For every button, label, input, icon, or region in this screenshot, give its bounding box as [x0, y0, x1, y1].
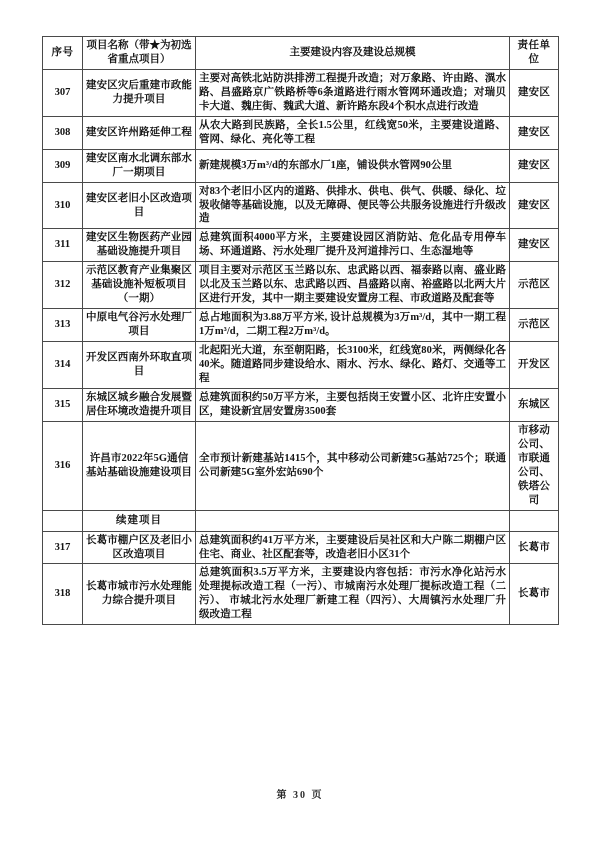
cell-project-name: 长葛市棚户区及老旧小区改造项目 [83, 531, 196, 564]
section-detail-cell [196, 510, 510, 531]
table-row [43, 262, 559, 309]
project-table-container [42, 36, 558, 625]
cell-detail: 主要对高铁北站防洪排涝工程提升改造；对万象路、许由路、潩水路、昌盛路京广铁路桥等6条道路进行雨水管网环通改造；对瑞贝卡大道、魏庄街、魏武大道、新许路东段4个积水点进行改造 [196, 69, 510, 116]
cell-responsible-unit: 市移动公司、市联通公司、铁塔公司 [510, 421, 559, 510]
cell-responsible-unit: 建安区 [510, 182, 559, 229]
cell-detail: 项目主要对示范区玉兰路以东、忠武路以西、福泰路以南、盛业路以北及玉兰路以东、忠武路以西、昌盛路以南、裕盛路以北两大片区进行开发，其中一期主要建设安置房工程、市政道路及配套等 [196, 262, 510, 309]
table-header-row [43, 37, 559, 70]
table-row [43, 421, 559, 510]
cell-detail: 全市预计新建基站1415个，其中移动公司新建5G基站725个；联通公司新建5G室外宏站690个 [196, 421, 510, 510]
cell-detail: 新建规模3万m³/d的东部水厂1座，铺设供水管网90公里 [196, 149, 510, 182]
cell-responsible-unit: 东城区 [510, 388, 559, 421]
cell-detail: 北起阳光大道，东至朝阳路，长3100米，红线宽80米，两侧绿化各40米。随道路同步建设给水、雨水、污水、绿化、路灯、交通等工程 [196, 342, 510, 389]
cell-responsible-unit: 建安区 [510, 229, 559, 262]
cell-responsible-unit: 长葛市 [510, 531, 559, 564]
table-header [43, 37, 559, 70]
cell-project-name: 建安区生物医药产业园基础设施提升项目 [83, 229, 196, 262]
cell-detail: 总建筑面积约50万平方米，主要包括岗王安置小区、北许庄安置小区，建设新宜居安置房3500套 [196, 388, 510, 421]
cell-detail: 总占地面积为3.88万平方米, 设计总规模为3万m³/d，其中一期工程1万m³/d，二期工程2万m³/d。 [196, 309, 510, 342]
column-header-detail: 主要建设内容及建设总规模 [196, 37, 510, 70]
cell-responsible-unit: 建安区 [510, 149, 559, 182]
cell-project-name: 长葛市城市污水处理能力综合提升项目 [83, 564, 196, 625]
cell-seq: 309 [43, 149, 83, 182]
section-label: 续建项目 [83, 510, 196, 531]
section-unit-cell [510, 510, 559, 531]
cell-project-name: 示范区教育产业集聚区基础设施补短板项目（一期） [83, 262, 196, 309]
table-row [43, 69, 559, 116]
table-row [43, 388, 559, 421]
cell-project-name: 建安区老旧小区改造项目 [83, 182, 196, 229]
table-row [43, 342, 559, 389]
table-row [43, 564, 559, 625]
cell-responsible-unit: 示范区 [510, 309, 559, 342]
project-table [42, 36, 559, 625]
table-body [43, 69, 559, 624]
cell-seq: 308 [43, 116, 83, 149]
cell-responsible-unit: 建安区 [510, 116, 559, 149]
cell-detail: 总建筑面积约41万平方米，主要建设后吴社区和大户陈二期棚户区住宅、商业、社区配套等，改造老旧小区31个 [196, 531, 510, 564]
table-row [43, 229, 559, 262]
cell-project-name: 中原电气谷污水处理厂项目 [83, 309, 196, 342]
cell-seq: 307 [43, 69, 83, 116]
cell-seq: 311 [43, 229, 83, 262]
cell-responsible-unit: 示范区 [510, 262, 559, 309]
cell-seq: 315 [43, 388, 83, 421]
cell-detail: 从农大路到民族路，全长1.5公里，红线宽50米，主要建设道路、管网、绿化、亮化等工程 [196, 116, 510, 149]
cell-responsible-unit: 建安区 [510, 69, 559, 116]
table-row [43, 531, 559, 564]
cell-seq: 310 [43, 182, 83, 229]
cell-project-name: 开发区西南外环取直项目 [83, 342, 196, 389]
table-row [43, 149, 559, 182]
cell-project-name: 许昌市2022年5G通信基站基础设施建设项目 [83, 421, 196, 510]
table-section-row [43, 510, 559, 531]
column-header-responsible-unit: 责任单位 [510, 37, 559, 70]
table-row [43, 309, 559, 342]
cell-seq: 316 [43, 421, 83, 510]
cell-project-name: 建安区南水北调东部水厂一期项目 [83, 149, 196, 182]
cell-detail: 总建筑面积3.5万平方米，主要建设内容包括：市污水净化站污水处理提标改造工程（一污）、市城南污水处理厂提标改造工程（二污）、 市城北污水处理厂新建工程（四污）、大周镇污水处理厂升级改造工程 [196, 564, 510, 625]
cell-project-name: 建安区灾后重建市政能力提升项目 [83, 69, 196, 116]
cell-seq: 317 [43, 531, 83, 564]
table-row [43, 182, 559, 229]
cell-seq: 313 [43, 309, 83, 342]
table-row [43, 116, 559, 149]
cell-detail: 对83个老旧小区内的道路、供排水、供电、供气、供暖、绿化、垃圾收储等基础设施，以及无障碍、便民等公共服务设施进行升级改造 [196, 182, 510, 229]
cell-project-name: 建安区许州路延伸工程 [83, 116, 196, 149]
cell-responsible-unit: 长葛市 [510, 564, 559, 625]
cell-responsible-unit: 开发区 [510, 342, 559, 389]
cell-seq: 314 [43, 342, 83, 389]
cell-seq: 312 [43, 262, 83, 309]
cell-project-name: 东城区城乡融合发展暨居住环境改造提升项目 [83, 388, 196, 421]
column-header-seq: 序号 [43, 37, 83, 70]
cell-seq: 318 [43, 564, 83, 625]
page-footer: 第 30 页 [276, 790, 324, 801]
column-header-project-name: 项目名称（带★为初选省重点项目） [83, 37, 196, 70]
cell-detail: 总建筑面积4000平方米，主要建设园区消防站、危化品专用停车场、环通道路、污水处理厂提升及河道排污口、生态湿地等 [196, 229, 510, 262]
section-seq-cell [43, 510, 83, 531]
